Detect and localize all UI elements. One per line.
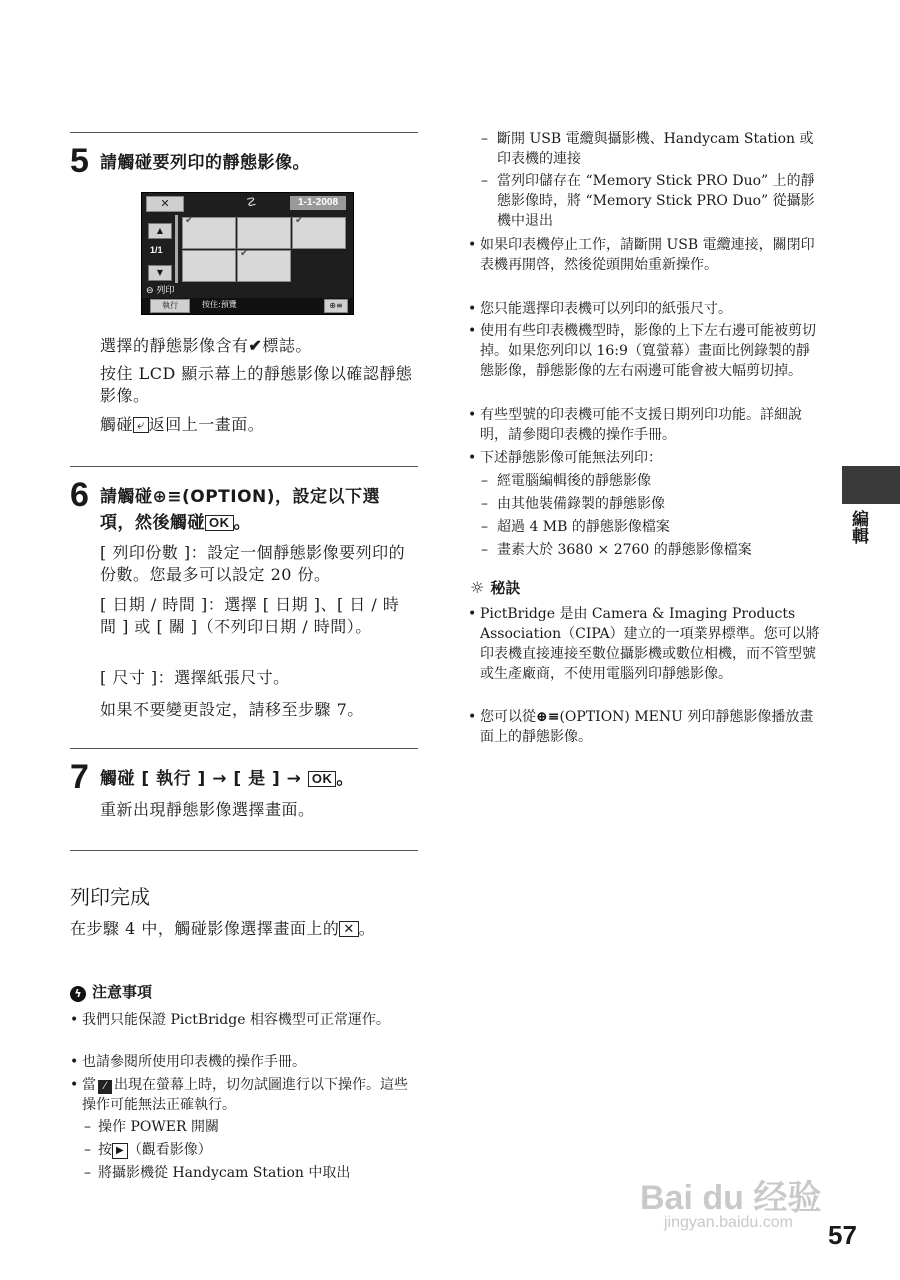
right-dash-5-text: 超過 4 MB 的靜態影像檔案 — [497, 519, 670, 535]
caution-dash-1-text: 操作 POWER 開關 — [98, 1119, 219, 1135]
right-dash-1: – 斷開 USB 電纜與攝影機、Handycam Station 或印表機的連接 — [481, 129, 821, 169]
right-bullet-5: • 下述靜態影像可能無法列印： — [468, 448, 820, 468]
caution-dash-3-text: 將攝影機從 Handycam Station 中取出 — [98, 1165, 351, 1181]
tips-bullet-1: • PictBridge 是由 Camera & Imaging Products Association（CIPA）建立的一項業界標準。您可以將印表機直接連接至數位攝影機或數位相機，而不管型號或生產廠商，不使用電腦列印靜態影像。 — [468, 606, 820, 682]
right-dash-2: – 當列印儲存在 “Memory Stick PRO Duo” 上的靜態影像時，將 “Memory Stick PRO Duo” 從攝影機中退出 — [481, 171, 821, 231]
right-bullet-1-text: 如果印表機停止工作，請斷開 USB 電纜連接，關閉印表機再開啓，然後從頭開始重新操作。 — [480, 237, 815, 273]
tips-bullet-2-post: (OPTION) MENU 列印靜態影像播放畫面上的靜態影像。 — [480, 709, 814, 745]
lcd-close-button[interactable]: ✕ — [146, 196, 184, 212]
step5-number: 5 — [70, 142, 89, 180]
step5-para1-pre: 選擇的靜態影像含有 — [100, 336, 249, 355]
right-dash-3: – 經電腦編輯後的靜態影像 — [481, 471, 821, 491]
right-bullet-3-text: 使用有些印表機機型時，影像的上下左右邊可能被剪切掉。如果您列印以 16:9（寬螢幕）畫面比例錄製的靜態影像，靜態影像的左右兩邊可能會被大幅剪切掉。 — [480, 323, 816, 379]
thumbnail-2[interactable] — [237, 217, 291, 249]
step7-heading-post: 。 — [336, 769, 354, 789]
tips-bullet-2-pre: 您可以從 — [480, 709, 536, 725]
right-dash-6-text: 畫素大於 3680 × 2760 的靜態影像檔案 — [497, 542, 752, 558]
caution-bullet-1: • 我們只能保證 PictBridge 相容機型可正常運作。 — [70, 1010, 420, 1030]
lcd-scrollbar[interactable] — [175, 215, 178, 283]
lcd-screen — [141, 192, 354, 315]
tips-title: 秘訣 — [490, 579, 521, 597]
check-mark-icon: ✔ — [248, 336, 263, 355]
step5-para-1 — [100, 335, 420, 357]
step6-rule — [70, 466, 418, 467]
step6-para-4: 如果不要變更設定，請移至步驟 7。 — [100, 700, 364, 719]
finish-para-post: 。 — [358, 919, 376, 938]
caution-dash-1: – 操作 POWER 開關 — [84, 1117, 414, 1137]
step5-para-2: 按住 LCD 顯示幕上的靜態影像以確認靜態影像。 — [100, 364, 413, 405]
step5-para-3 — [100, 414, 420, 436]
right-dash-4-text: 由其他裝備錄製的靜態影像 — [497, 496, 665, 512]
tips-bullet-2: • 您可以從⊕≡(OPTION) MENU 列印靜態影像播放畫面上的靜態影像。 — [468, 709, 814, 745]
tips-bullet-1-text: PictBridge 是由 Camera & Imaging Products Association（CIPA）建立的一項業界標準。您可以將印表機直接連接至數位攝影機或數位相機，而不管型號或生產廠商，不使用電腦列印靜態影像。 — [480, 606, 820, 682]
right-bullet-2-text: 您只能選擇印表機可以列印的紙張尺寸。 — [480, 301, 732, 317]
finish-rule — [70, 850, 418, 851]
option-icon: ⊕≡ — [152, 487, 182, 507]
step6-para-2: [ 日期 / 時間 ]：選擇 [ 日期 ]、[ 日 / 時間 ] 或 [ 關 ]（不列印日期 / 時間）。 — [100, 595, 400, 636]
thumbnail-4[interactable] — [182, 250, 236, 282]
check-mark-icon: ✔ — [185, 215, 194, 226]
thumbnail-1[interactable] — [182, 217, 236, 249]
section-tab — [842, 466, 900, 504]
step5-para3-post: 返回上一畫面。 — [148, 415, 265, 434]
lcd-exec-button[interactable]: 執行 — [150, 299, 190, 313]
caution-bullet-2-text: 也請參閱所使用印表機的操作手冊。 — [82, 1054, 306, 1070]
step5-para3-pre: 觸碰 — [100, 415, 134, 434]
caution-bullet-2: • 也請參閱所使用印表機的操作手冊。 — [70, 1052, 420, 1072]
right-bullet-4-text: 有些型號的印表機可能不支援日期列印功能。詳細說明，請參閱印表機的操作手冊。 — [480, 407, 802, 443]
watermark-logo: Bai du 经验 — [640, 1179, 822, 1217]
lcd-print-label: ⊖ 列印 — [146, 286, 175, 296]
step5-para1-post: 標誌。 — [262, 336, 312, 355]
step5-rule — [70, 132, 418, 133]
print-label-text: 列印 — [156, 286, 175, 296]
right-bullet-2: • 您只能選擇印表機可以列印的紙張尺寸。 — [468, 299, 820, 319]
caution-dash-3: – 將攝影機從 Handycam Station 中取出 — [84, 1163, 414, 1183]
ok-icon: OK — [205, 515, 234, 531]
ok-icon: OK — [308, 771, 337, 787]
caution-bullet-1-text: 我們只能保證 PictBridge 相容機型可正常運作。 — [82, 1012, 390, 1028]
right-dash-2-text: 當列印儲存在 “Memory Stick PRO Duo” 上的靜態影像時，將 “Memory Stick PRO Duo” 從攝影機中退出 — [497, 173, 815, 229]
step7-number: 7 — [70, 758, 89, 796]
right-bullet-1: • 如果印表機停止工作，請斷開 USB 電纜連接，關閉印表機再開啓，然後從頭開始重新操作。 — [468, 235, 820, 275]
close-icon: ✕ — [339, 921, 358, 937]
caution-dash-2: – 按 ▶ （觀看影像） — [84, 1142, 212, 1158]
finish-para-pre: 在步驟 4 中，觸碰影像選擇畫面上的 — [70, 919, 340, 938]
lightbulb-icon: ☼ — [470, 578, 485, 597]
right-dash-4: – 由其他裝備錄製的靜態影像 — [481, 494, 821, 514]
play-icon: ▶ — [112, 1143, 128, 1159]
step6-para-3: [ 尺寸 ]：選擇紙張尺寸。 — [100, 668, 290, 687]
thumbnail-5[interactable] — [237, 250, 291, 282]
watermark-url: jingyan.baidu.com — [664, 1214, 793, 1231]
caution-dash-2-post: （觀看影像） — [127, 1142, 212, 1158]
option-icon: ⊕≡ — [536, 709, 560, 725]
step6-heading-mid: (OPTION)，設定以下選項，然後觸碰 — [100, 487, 381, 533]
page-number: 57 — [828, 1220, 857, 1250]
step6-para-1: [ 列印份數 ]：設定一個靜態影像要列印的份數。您最多可以設定 20 份。 — [100, 543, 406, 584]
caution-bullet-3-pre: 當 — [82, 1077, 96, 1093]
right-dash-1-text: 斷開 USB 電纜與攝影機、Handycam Station 或印表機的連接 — [497, 131, 814, 167]
check-mark-icon: ✔ — [295, 215, 304, 226]
step5-heading: 請觸碰要列印的靜態影像。 — [100, 153, 310, 173]
lcd-page-indicator: 1/1 — [150, 245, 163, 255]
return-icon: ⤶ — [133, 417, 149, 433]
caution-bullet-3-post: 出現在螢幕上時，切勿試圖進行以下操作。這些操作可能無法正確執行。 — [82, 1077, 408, 1113]
lcd-date: 1-1-2008 — [290, 196, 346, 210]
caution-bullet-3: • 當 ⁄ 出現在螢幕上時，切勿試圖進行以下操作。這些操作可能無法正確執行。 — [70, 1077, 408, 1113]
right-bullet-4: • 有些型號的印表機可能不支援日期列印功能。詳細說明，請參閱印表機的操作手冊。 — [468, 405, 820, 445]
step6-heading-pre: 請觸碰 — [100, 487, 153, 507]
step7-heading-pre: 觸碰 [ 執行 ] → [ 是 ] → — [100, 769, 302, 789]
right-dash-3-text: 經電腦編輯後的靜態影像 — [497, 473, 651, 489]
caution-title: 注意事項 — [92, 983, 153, 1001]
right-bullet-3: • 使用有些印表機機型時，影像的上下左右邊可能被剪切掉。如果您列印以 16:9（寬螢幕）畫面比例錄製的靜態影像，靜態影像的左右兩邊可能會被大幅剪切掉。 — [468, 321, 820, 381]
step7-heading — [100, 766, 420, 792]
lcd-hint: 按住:預覽 — [202, 300, 237, 309]
step6-number: 6 — [70, 476, 89, 514]
step6-heading-post: 。 — [233, 513, 251, 533]
finish-title: 列印完成 — [70, 885, 150, 909]
scroll-up-button[interactable]: ▲ — [148, 223, 172, 239]
lcd-option-button[interactable] — [324, 299, 348, 313]
step7-para-1: 重新出現靜態影像選擇畫面。 — [100, 800, 315, 819]
right-dash-6: – 畫素大於 3680 × 2760 的靜態影像檔案 — [481, 540, 821, 560]
option-icon: ⊕≡ — [329, 301, 343, 310]
finish-para — [70, 918, 400, 940]
pictbridge-warning-icon: ⁄ — [98, 1080, 112, 1094]
right-dash-5: – 超過 4 MB 的靜態影像檔案 — [481, 517, 821, 537]
pictbridge-icon: ☡ — [246, 195, 257, 209]
thumbnail-3[interactable] — [292, 217, 346, 249]
section-label: 編輯 — [848, 510, 868, 544]
right-bullet-5-text: 下述靜態影像可能無法列印： — [480, 450, 662, 466]
caution-heading — [70, 982, 152, 1002]
caution-icon: ϟ — [70, 986, 86, 1002]
step6-heading — [100, 484, 400, 536]
caution-dash-2-pre: 按 — [98, 1142, 112, 1158]
scroll-down-button[interactable]: ▼ — [148, 265, 172, 281]
check-mark-icon: ✔ — [240, 248, 249, 259]
tips-heading — [470, 578, 520, 598]
step7-rule — [70, 748, 418, 749]
